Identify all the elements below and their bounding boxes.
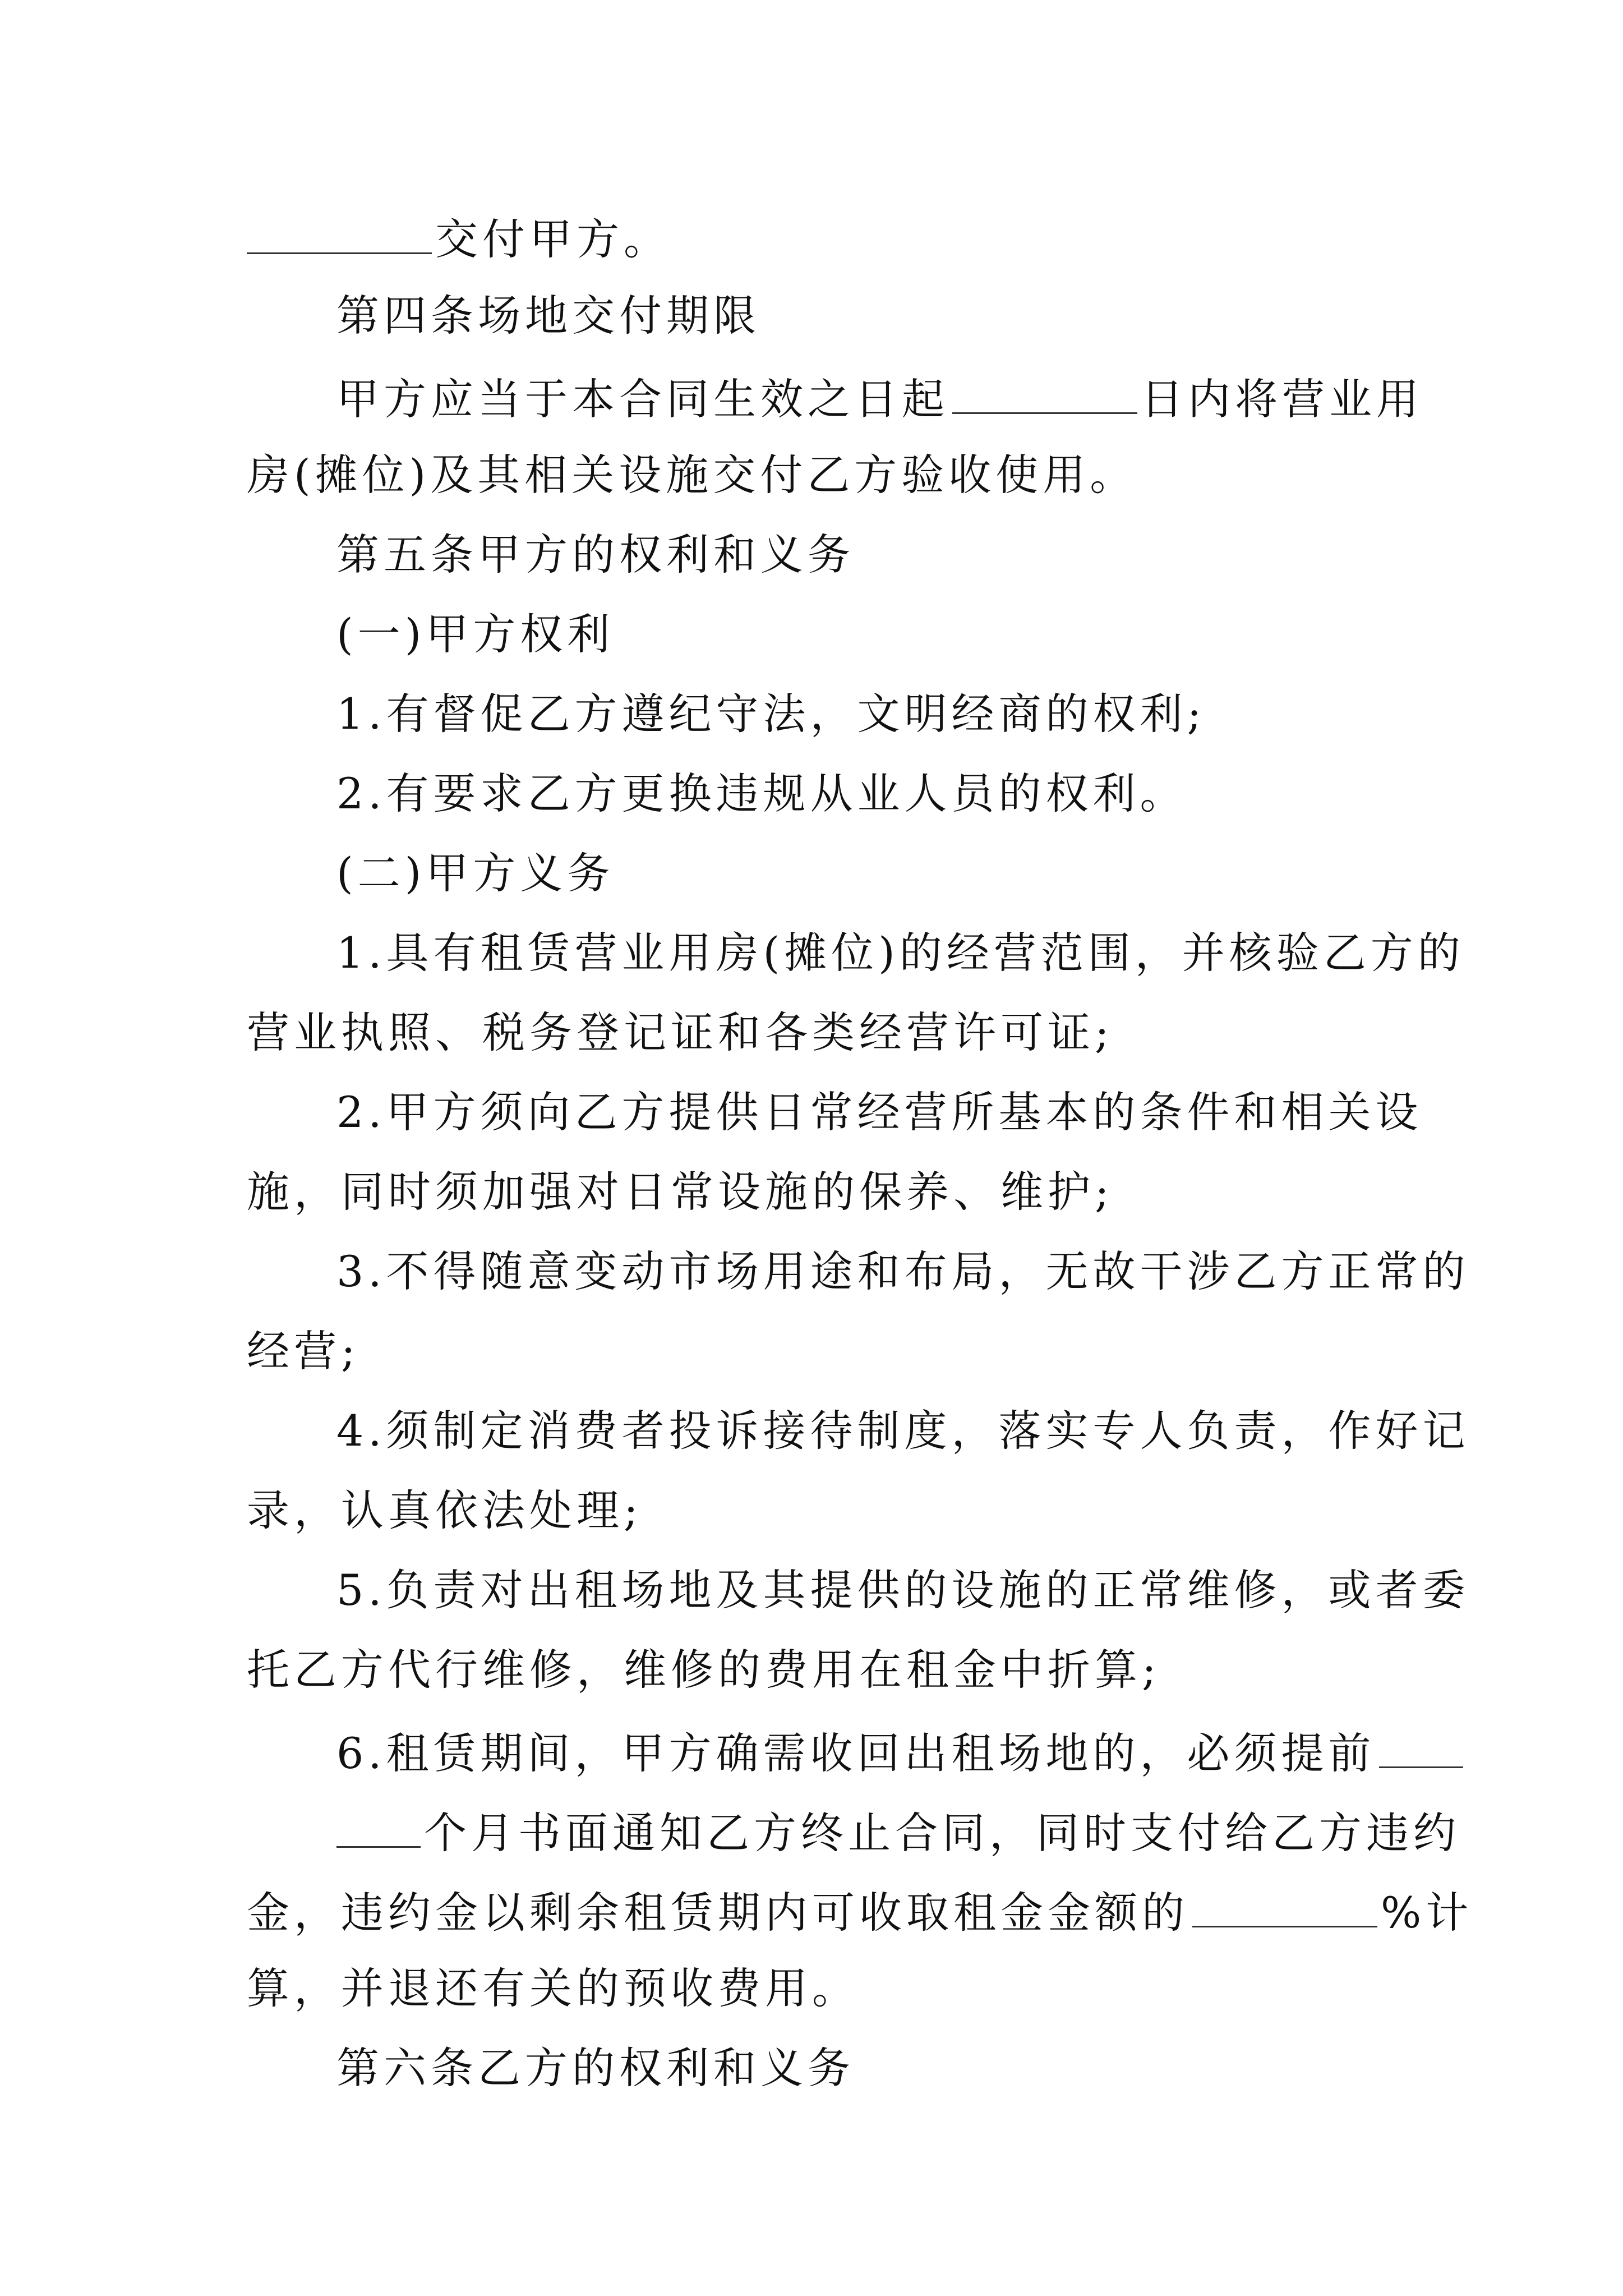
subsection-heading: (一)甲方权利: [336, 609, 615, 659]
section-heading: 第五条甲方的权利和义务: [336, 530, 855, 579]
fill-in-blank: [1379, 1722, 1463, 1768]
fill-in-blank: [336, 1801, 421, 1848]
text-line: 算，并退还有关的预收费用。: [247, 1963, 859, 2013]
text-line: 金，违约金以剩余租赁期内可收取租金金额的 %计: [247, 1881, 1473, 1941]
text-line: 甲方应当于本合同生效之日起 日内将营业用: [336, 367, 1423, 427]
section-heading: 第四条场地交付期限: [336, 291, 760, 341]
text-line: 2.有要求乙方更换违规从业人员的权利。: [336, 769, 1187, 818]
text-line: 托乙方代行维修，维修的费用在租金中折算;: [247, 1645, 1161, 1695]
text-line: 4.须制定消费者投诉接待制度，落实专人负责，作好记: [336, 1406, 1470, 1456]
fill-in-blank: [247, 208, 432, 254]
text-line: 录，认真依法处理;: [247, 1485, 643, 1535]
text-line: 经营;: [247, 1326, 360, 1376]
text-line: 1.有督促乙方遵纪守法，文明经商的权利;: [336, 689, 1206, 739]
text-line: 1.具有租赁营业用房(摊位)的经营范围，并核验乙方的: [336, 928, 1465, 978]
section-heading: 第六条乙方的权利和义务: [336, 2043, 855, 2093]
text-line: 交付甲方。: [247, 208, 671, 268]
text-line: 3.不得随意变动市场用途和布局，无故干涉乙方正常的: [336, 1246, 1470, 1296]
text-line: 个月书面通知乙方终止合同，同时支付给乙方违约: [336, 1801, 1460, 1861]
text-line: 6.租赁期间，甲方确需收回出租场地的，必须提前: [336, 1722, 1467, 1782]
subsection-heading: (二)甲方义务: [336, 848, 615, 898]
fill-in-blank: [1192, 1881, 1377, 1927]
text-line: 2.甲方须向乙方提供日常经营所基本的条件和相关设: [336, 1087, 1423, 1137]
text-line: 5.负责对出租场地及其提供的设施的正常维修，或者委: [336, 1565, 1470, 1615]
fill-in-blank: [952, 367, 1137, 414]
text-line: 房(摊位)及其相关设施交付乙方验收使用。: [247, 450, 1137, 500]
text-line: 施，同时须加强对日常设施的保养、维护;: [247, 1167, 1114, 1217]
text-line: 营业执照、税务登记证和各类经营许可证;: [247, 1007, 1114, 1057]
